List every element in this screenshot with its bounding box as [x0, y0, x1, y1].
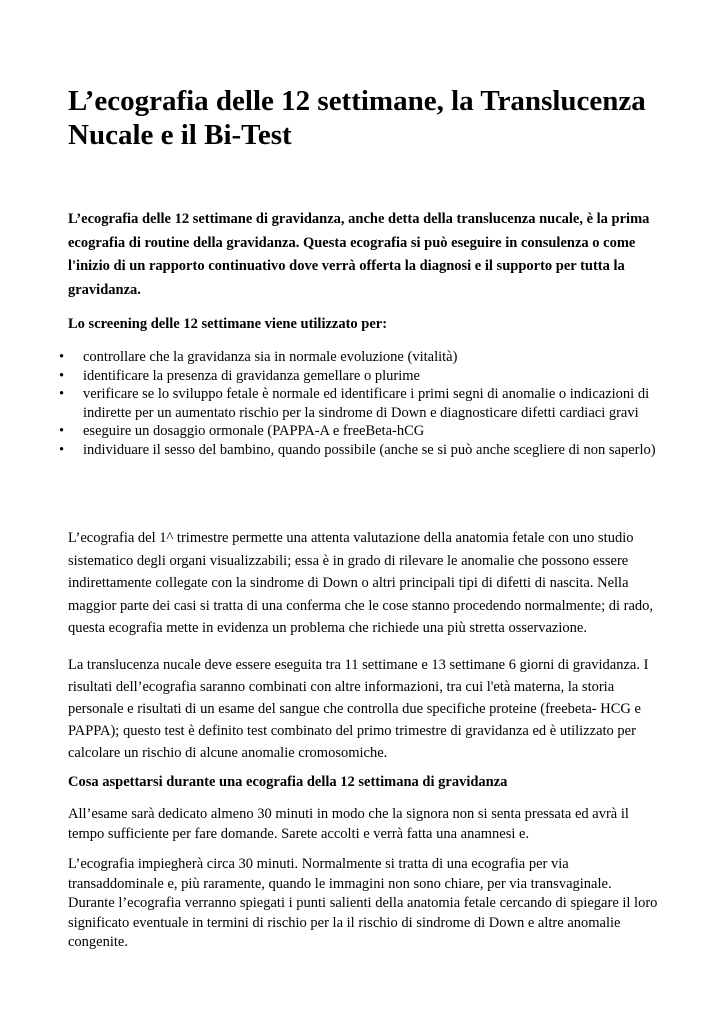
section-subheading: Cosa aspettarsi durante una ecografia della 12 settimana di gravidanza	[68, 774, 508, 790]
paragraph-nuchal-translucency: La translucenza nucale deve essere eseguita tra 11 settimane e 13 settimane 6 giorni di gravidanza. I risultati dell’ecografia saranno combinati con altre informazioni, tra cui l'età materna, la storia personale e risultati di un esame del sangue che controlla due specifiche proteine (freebeta- HCG e PAPPA); questo test è definito test combinato del primo trimestre di gravidanza ed è utilizzato per calcolare un rischio di alcune anomalie cromosomiche.	[68, 657, 649, 761]
paragraph-first-trimester: L’ecografia del 1^ trimestre permette una attenta valutazione della anatomia fetale con uno studio sistematico degli organi visualizzabili; essa è in grado di rilevare le anomalie che possono essere indirettamente collegate con la sindrome di Down o altri principali tipi di difetti di nascita. Nella maggior parte dei casi si tratta di una conferma che le cose stanno procedendo normalmente; di rado, questa ecografia mette in evidenza un problema che richiede una più stretta osservazione.	[68, 530, 654, 636]
screening-list	[83, 348, 663, 459]
list-item: • controllare che la gravidanza sia in normale evoluzione (vitalità)	[83, 348, 663, 367]
paragraph-ultrasound-procedure: L’ecografia impiegherà circa 30 minuti. Normalmente si tratta di una ecografia per via transaddominale e, più raramente, quando le immagini non sono chiare, per via transvaginale. Durante l’ecografia verranno spiegati i punti salienti della anatomia fetale cercando di spiegare il loro significato eventuale in termini di rischio per la il rischio di sindrome di Down e altre anomalie congenite.	[68, 856, 658, 950]
paragraph-exam-duration: All’esame sarà dedicato almeno 30 minuti in modo che la signora non si senta pressata ed avrà il tempo sufficiente per fare domande. Sarete accolti e verrà fatta una anamnesi e.	[68, 806, 629, 842]
list-item: • verificare se lo sviluppo fetale è normale ed identificare i primi segni di anomalie o indicazioni di indirette per un aumentato rischio per la sindrome di Down e diagnosticare difetti cardiaci gravi	[83, 385, 663, 422]
list-item: • identificare la presenza di gravidanza gemellare o plurime	[83, 367, 663, 386]
page-title: L’ecografia delle 12 settimane, la Translucenza Nucale e il Bi-Test	[68, 85, 646, 151]
screening-lead: Lo screening delle 12 settimane viene utilizzato per:	[68, 316, 388, 332]
list-item: • individuare il sesso del bambino, quando possibile (anche se si può anche scegliere di non saperlo)	[83, 441, 663, 460]
list-item: • eseguire un dosaggio ormonale (PAPPA-A e freeBeta-hCG	[83, 422, 663, 441]
intro-paragraph: L’ecografia delle 12 settimane di gravidanza, anche detta della translucenza nucale, è la prima ecografia di routine della gravidanza. Questa ecografia si può eseguire in consulenza o come l'inizio di un rapporto continuativo dove verrà offerta la diagnosi e il supporto per tutta la gravidanza.	[68, 211, 650, 298]
